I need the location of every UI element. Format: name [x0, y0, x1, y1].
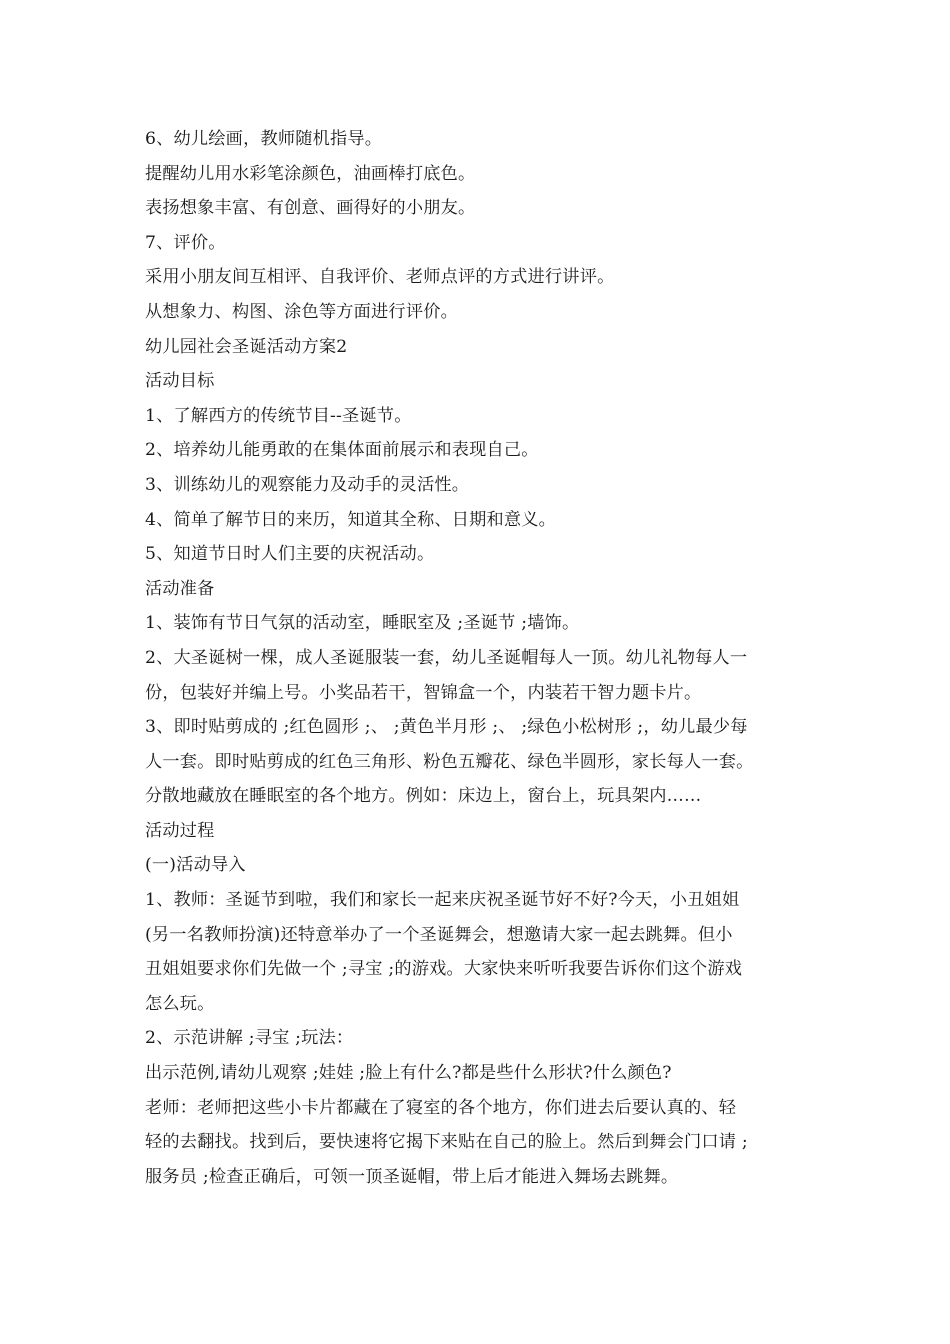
text-line: 2、培养幼儿能勇敢的在集体面前展示和表现自己。 — [145, 440, 539, 461]
text-line: 1、装饰有节日气氛的活动室，睡眠室及 ;圣诞节 ;墙饰。 — [145, 613, 580, 634]
text-line: 5、知道节日时人们主要的庆祝活动。 — [145, 544, 435, 565]
text-line: 1、教师：圣诞节到啦，我们和家长一起来庆祝圣诞节好不好?今天，小丑姐姐 — [145, 890, 740, 911]
text-line: 2、大圣诞树一棵，成人圣诞服装一套，幼儿圣诞帽每人一顶。幼儿礼物每人一 — [145, 647, 748, 668]
text-line: 丑姐姐要求你们先做一个 ;寻宝 ;的游戏。大家快来听听我要告诉你们这个游戏 — [145, 959, 743, 980]
text-line: 3、即时贴剪成的 ;红色圆形 ;、 ;黄色半月形 ;、 ;绿色小松树形 ;，幼儿最少每 — [145, 717, 748, 738]
text-line: 分散地藏放在睡眠室的各个地方。例如：床边上，窗台上，玩具架内…… — [145, 786, 702, 807]
text-line: 采用小朋友间互相评、自我评价、老师点评的方式进行讲评。 — [145, 267, 615, 288]
text-line: 3、训练幼儿的观察能力及动手的灵活性。 — [145, 474, 470, 495]
text-line: 轻的去翻找。找到后，要快速将它揭下来贴在自己的脸上。然后到舞会门口请 ; — [145, 1132, 748, 1153]
document-body — [145, 122, 825, 1194]
section-title: 幼儿园社会圣诞活动方案2 — [145, 336, 348, 357]
text-line: 出示范例,请幼儿观察 ;娃娃 ;脸上有什么?都是些什么形状?什么颜色? — [145, 1063, 672, 1084]
text-line: 从想象力、构图、涂色等方面进行评价。 — [145, 301, 458, 322]
text-line: 表扬想象丰富、有创意、画得好的小朋友。 — [145, 198, 476, 219]
text-line: (另一名教师扮演)还特意举办了一个圣诞舞会，想邀请大家一起去跳舞。但小 — [145, 924, 733, 945]
section-heading-process: 活动过程 — [145, 820, 215, 841]
subsection-heading: (一)活动导入 — [145, 855, 246, 876]
text-line: 提醒幼儿用水彩笔涂颜色，油画棒打底色。 — [145, 163, 476, 184]
text-line: 份，包装好并编上号。小奖品若干，智锦盒一个，内装若干智力题卡片。 — [145, 682, 702, 703]
text-line: 7、评价。 — [145, 232, 226, 253]
text-line: 怎么玩。 — [145, 993, 215, 1014]
text-line: 服务员 ;检查正确后，可领一顶圣诞帽，带上后才能进入舞场去跳舞。 — [145, 1166, 679, 1187]
section-heading-goals: 活动目标 — [145, 371, 215, 392]
section-heading-preparation: 活动准备 — [145, 578, 215, 599]
text-line: 6、幼儿绘画，教师随机指导。 — [145, 129, 383, 149]
text-line: 2、示范讲解 ;寻宝 ;玩法： — [145, 1028, 354, 1049]
text-line: 人一套。即时贴剪成的红色三角形、粉色五瓣花、绿色半圆形，家长每人一套。 — [145, 751, 754, 772]
text-line: 老师：老师把这些小卡片都藏在了寝室的各个地方，你们进去后要认真的、轻 — [145, 1097, 737, 1118]
text-line: 1、了解西方的传统节目--圣诞节。 — [145, 405, 412, 426]
text-line: 4、简单了解节日的来历，知道其全称、日期和意义。 — [145, 509, 557, 530]
